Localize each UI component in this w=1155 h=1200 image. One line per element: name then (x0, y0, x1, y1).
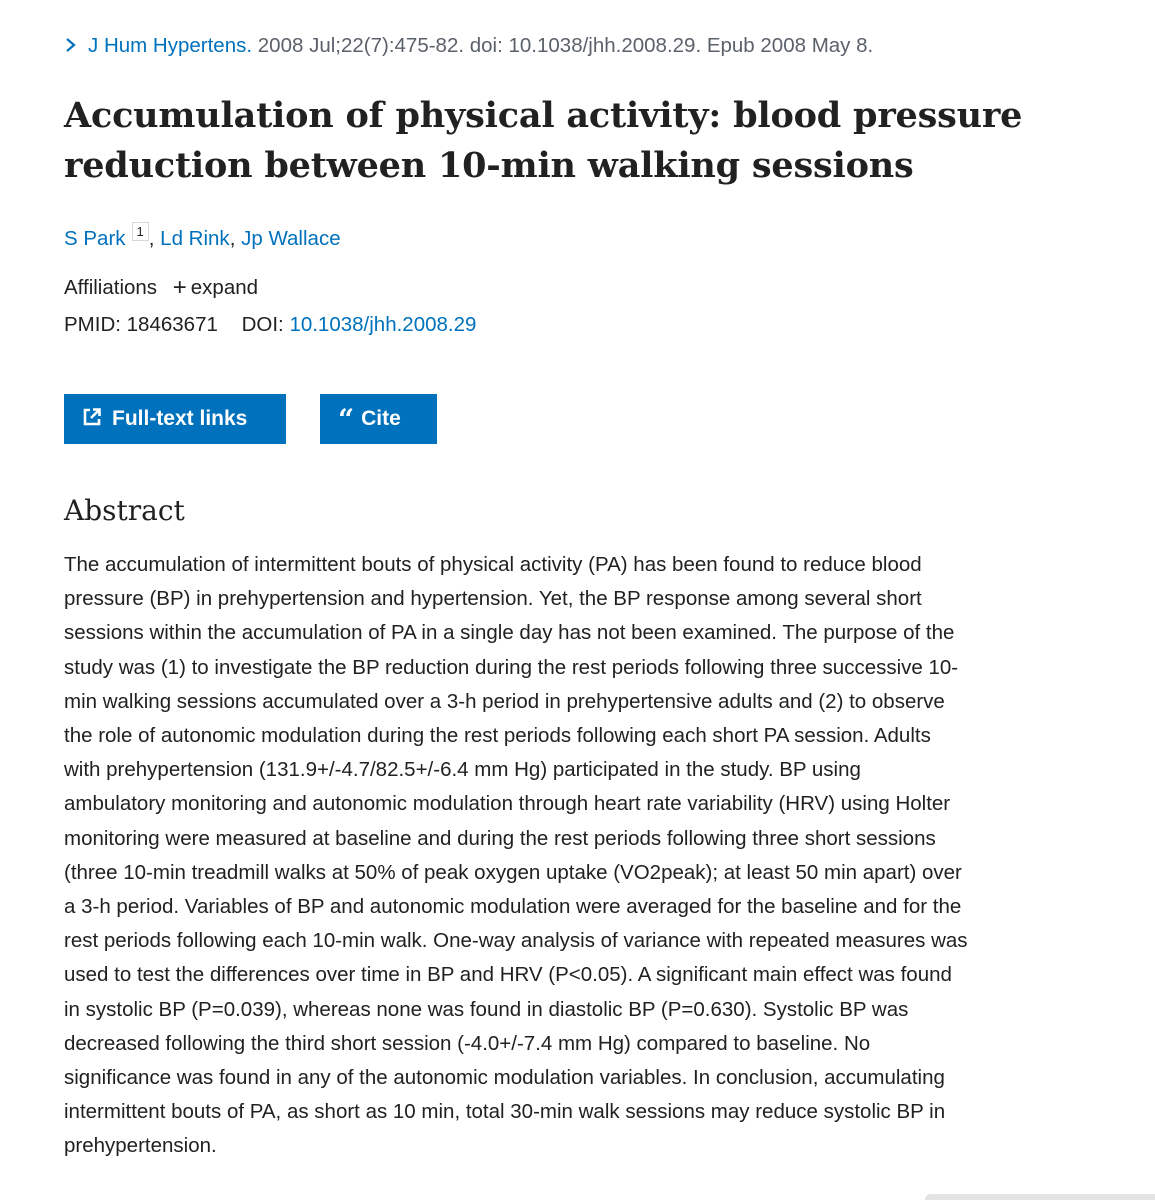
abstract-line: (three 10-min treadmill walks at 50% of peak oxygen uptake (VO2peak); at least 50 min apart) over (64, 860, 962, 884)
abstract-line: significance was found in any of the autonomic modulation variables. In conclusion, accumulating (64, 1066, 945, 1090)
article-title-line-2: reduction between 10-min walking sessions (64, 145, 914, 186)
pmid-label: PMID: (64, 313, 121, 336)
full-text-links-button[interactable] (64, 394, 286, 444)
chevron-right-icon[interactable] (64, 35, 78, 55)
doi-label: DOI: (241, 313, 284, 336)
affiliations-row (64, 274, 258, 302)
author-link[interactable]: Jp Wallace (241, 227, 341, 250)
doi-link[interactable]: 10.1038/jhh.2008.29 (289, 313, 477, 336)
author-link[interactable]: Ld Rink (160, 227, 230, 250)
author-separator: , (148, 227, 161, 250)
abstract-line: sessions within the accumulation of PA in a single day has not been examined. The purpose of the (64, 621, 955, 645)
abstract-line: min walking sessions accumulated over a 3-h period in prehypertensive adults and (2) to observe (64, 689, 945, 713)
article-title (64, 91, 1094, 191)
abstract-heading: Abstract (64, 494, 185, 527)
journal-details: 2008 Jul;22(7):475-82. doi: 10.1038/jhh.2008.29. Epub 2008 May 8. (257, 34, 874, 57)
abstract-line: with prehypertension (131.9+/-4.7/82.5+/-6.4 mm Hg) participated in the study. BP using (64, 758, 861, 782)
abstract-line: The accumulation of intermittent bouts of physical activity (PA) has been found to reduce blood (64, 553, 922, 576)
identifiers-row (64, 313, 476, 337)
author-list (64, 222, 341, 251)
cite-button[interactable] (320, 394, 437, 444)
cite-label: Cite (361, 407, 401, 430)
affiliations-label: Affiliations (64, 276, 158, 299)
plus-icon: + (172, 274, 187, 301)
abstract-line: decreased following the third short session (-4.0+/-7.4 mm Hg) compared to baseline. No (64, 1031, 871, 1055)
abstract-text (64, 548, 1094, 1164)
abstract-line: monitoring were measured at baseline and during the rest periods following three short sessions (64, 826, 936, 850)
abstract-line: pressure (BP) in prehypertension and hypertension. Yet, the BP response among several short (64, 587, 922, 611)
article-title-line-1: Accumulation of physical activity: blood pressure (64, 95, 1023, 136)
full-text-links-label: Full-text links (112, 407, 248, 430)
abstract-line: prehypertension. (64, 1134, 217, 1158)
affiliations-expand-toggle[interactable] (173, 276, 258, 299)
abstract-line: study was (1) to investigate the BP reduction during the rest periods following three successive 10- (64, 655, 959, 679)
author-link[interactable]: S Park (64, 227, 126, 250)
pmid-value: 18463671 (126, 313, 218, 336)
abstract-line: ambulatory monitoring and autonomic modulation through heart rate variability (HRV) using Holter (64, 792, 951, 816)
affiliation-number[interactable]: 1 (132, 222, 149, 241)
author-separator: , (229, 227, 242, 250)
abstract-line: intermittent bouts of PA, as short as 10 min, total 30-min walk sessions may reduce systolic BP in (64, 1100, 946, 1124)
journal-name-link[interactable]: J Hum Hypertens. (88, 34, 253, 57)
external-link-icon (82, 407, 102, 427)
abstract-line: a 3-h period. Variables of BP and autonomic modulation were averaged for the baseline and for the (64, 895, 962, 919)
bottom-edge-bar (925, 1194, 1155, 1200)
abstract-line: used to test the differences over time in BP and HRV (P<0.05). A significant main effect was found (64, 963, 952, 987)
expand-label: expand (190, 276, 259, 299)
journal-citation (64, 34, 873, 58)
abstract-line: the role of autonomic modulation during the rest periods following each short PA session. Adults (64, 724, 931, 748)
abstract-line: in systolic BP (P=0.039), whereas none was found in diastolic BP (P=0.630). Systolic BP was (64, 997, 909, 1021)
abstract-line: rest periods following each 10-min walk. One-way analysis of variance with repeated measures was (64, 929, 968, 953)
quote-icon: “ (338, 403, 352, 436)
